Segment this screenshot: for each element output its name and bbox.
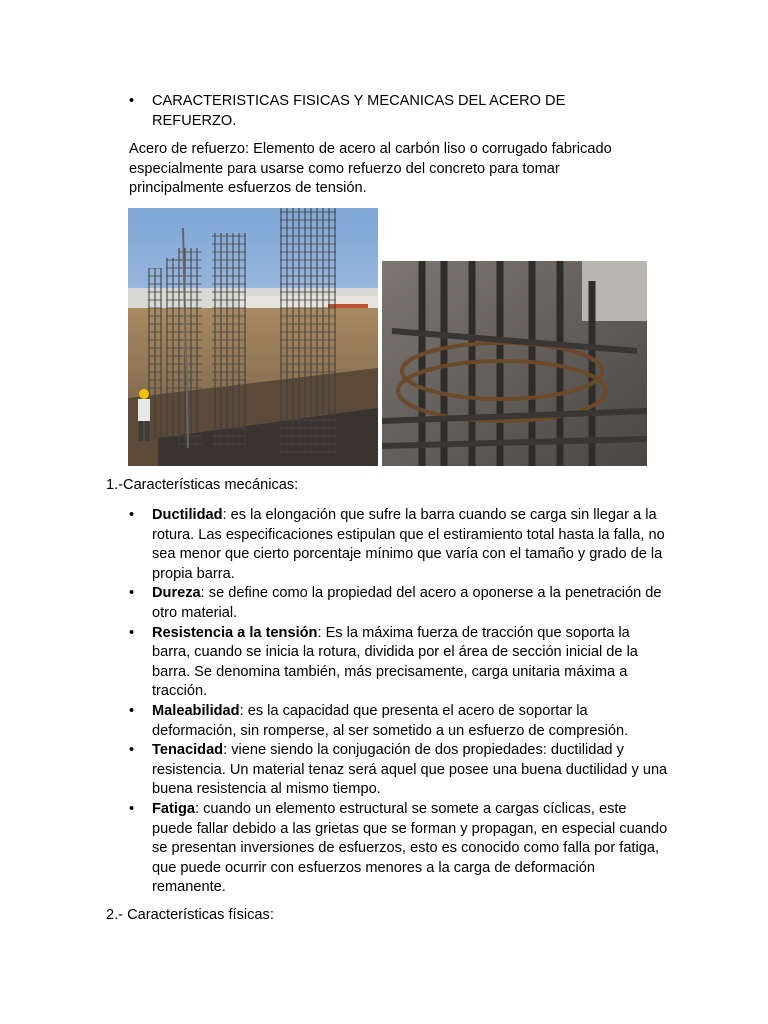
property-term: Ductilidad bbox=[152, 507, 223, 523]
rebar-columns-photo bbox=[128, 208, 378, 466]
rebar-spiral-closeup-photo bbox=[382, 261, 647, 466]
property-term: Tenacidad bbox=[152, 742, 224, 759]
property-term: Maleabilidad bbox=[152, 702, 240, 719]
list-item bbox=[129, 584, 669, 623]
property-description: : es la capacidad que presenta el acero de soportar la deformación, sin romperse, al ser sometido a un esfuerzo de compresión. bbox=[152, 702, 629, 739]
list-item bbox=[129, 702, 669, 741]
bullet-marker: • bbox=[129, 624, 135, 641]
property-term: Fatiga bbox=[152, 800, 195, 817]
list-item bbox=[129, 506, 669, 584]
physical-characteristics-heading: 2.- Características físicas: bbox=[106, 907, 274, 923]
property-description: : se define como la propiedad del acero a oponerse a la penetración de otro material. bbox=[152, 585, 662, 621]
property-description: : viene siendo la conjugación de dos propiedades: ductilidad y resistencia. Un material tenaz será aquel que posee una buena ductilidad y una buena resistencia al mismo tiempo. bbox=[152, 742, 668, 798]
intro-paragraph: Acero de refuerzo: Elemento de acero al carbón liso o corrugado fabricado especialmente para usarse como refuerzo del concreto para tomar principalmente esfuerzos de tensión. bbox=[129, 141, 612, 197]
property-term: Resistencia a la tensión bbox=[152, 624, 318, 641]
bullet-marker: • bbox=[129, 702, 135, 719]
property-description: : es la elongación que sufre la barra cuando se carga sin llegar a la rotura. Las especificaciones estipulan que el estiramiento total hasta la falla, no sea menor que cierto porcentaje mínimo que varía con el tamaño y grado de la propia barra. bbox=[152, 507, 665, 582]
mechanical-characteristics-heading: 1.-Características mecánicas: bbox=[106, 477, 299, 493]
bullet-marker: • bbox=[129, 585, 135, 602]
bullet-marker: • bbox=[129, 800, 135, 817]
bullet-marker: • bbox=[129, 742, 135, 759]
list-item bbox=[129, 624, 669, 702]
bullet-marker: • bbox=[129, 507, 135, 523]
property-term: Dureza bbox=[152, 585, 201, 602]
property-description: : cuando un elemento estructural se somete a cargas cíclicas, este puede fallar debido a las grietas que se forman y propagan, en especial cuando se presentan inversiones de esfuerzos, esto es conocido como falla por fatiga, que puede ocurrir con esfuerzos menores a la carga de deformación remanente. bbox=[152, 800, 668, 896]
header-bullet-item bbox=[129, 92, 599, 131]
bullet-marker: • bbox=[129, 93, 135, 109]
list-item bbox=[129, 800, 669, 898]
mechanical-properties-list bbox=[129, 506, 669, 898]
list-item bbox=[129, 741, 669, 800]
document-title: CARACTERISTICAS FISICAS Y MECANICAS DEL ACERO DE REFUERZO. bbox=[152, 93, 566, 129]
property-description: : Es la máxima fuerza de tracción que soporta la barra, cuando se inicia la rotura, dividida por el área de sección inicial de la barra. Se denomina también, más precisamente, carga unitaria máxima a tracción. bbox=[152, 624, 638, 700]
